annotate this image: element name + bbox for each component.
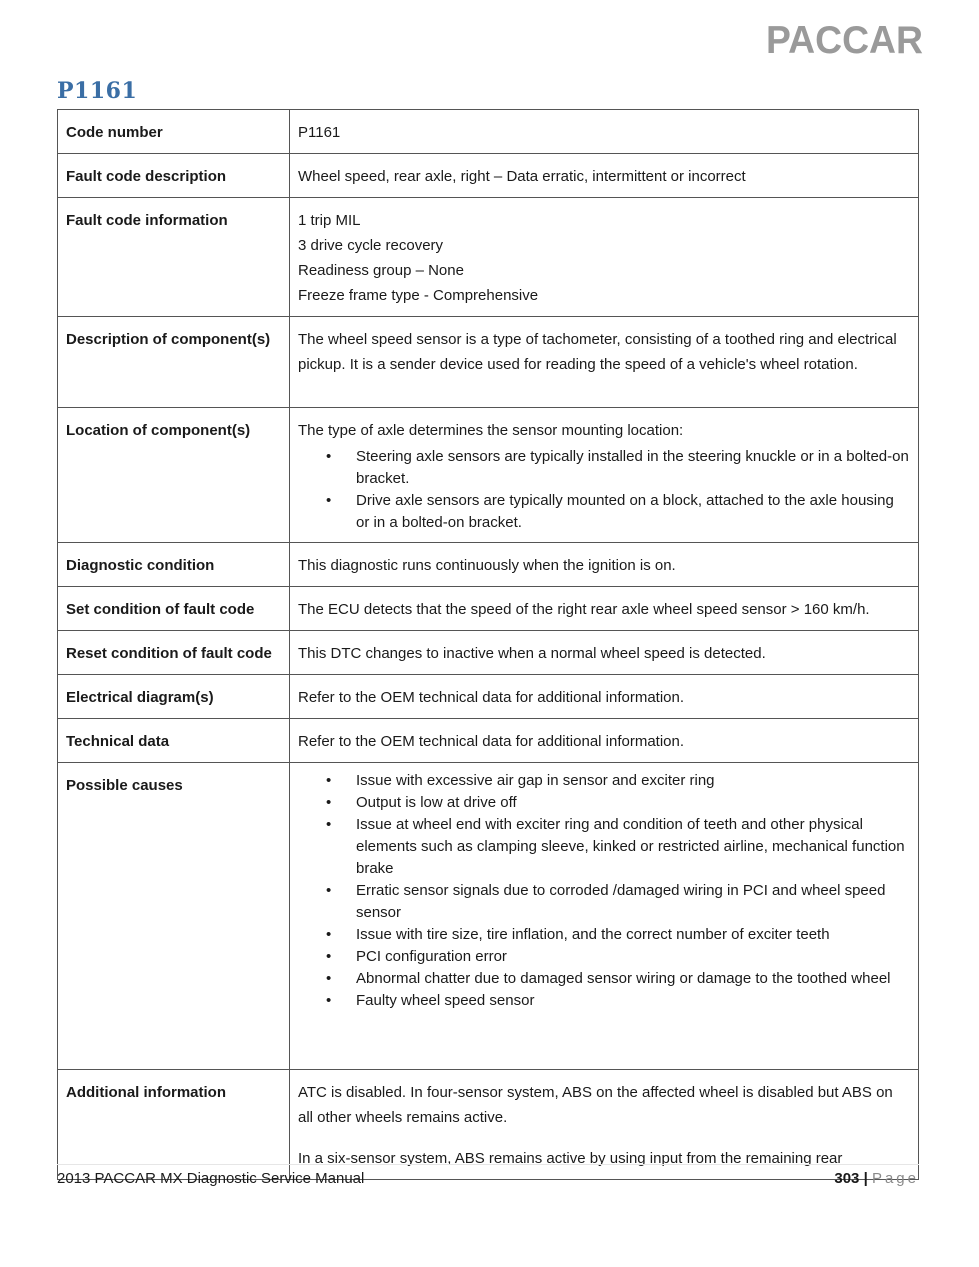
row-label: Fault code information (58, 198, 290, 317)
bullet-list (298, 446, 910, 534)
table-row (58, 763, 919, 1070)
table-row (58, 631, 919, 675)
row-value (290, 154, 919, 198)
value-line: This DTC changes to inactive when a normal wheel speed is detected. (298, 645, 766, 662)
row-label: Code number (58, 110, 290, 154)
value-line: 1 trip MIL (298, 212, 361, 229)
list-item: • Faulty wheel speed sensor (356, 990, 910, 1012)
value-line: 3 drive cycle recovery (298, 237, 444, 254)
page-separator: | (863, 1170, 868, 1187)
list-item: • Issue with tire size, tire inflation, and the correct number of exciter teeth (356, 924, 910, 946)
row-label: Reset condition of fault code (58, 631, 290, 675)
bullet-list (298, 770, 910, 1012)
table-row (58, 675, 919, 719)
value-line: Wheel speed, rear axle, right – Data erratic, intermittent or incorrect (298, 168, 746, 185)
page-word: Page (871, 1170, 919, 1187)
value-line: P1161 (298, 124, 341, 141)
list-item: • Output is low at drive off (356, 792, 910, 814)
table-row (58, 1070, 919, 1180)
row-label: Location of component(s) (58, 408, 290, 543)
list-item: • Erratic sensor signals due to corroded /damaged wiring in PCI and wheel speed sensor (356, 880, 910, 924)
list-item: • Steering axle sensors are typically installed in the steering knuckle or in a bolted-on bracket. (356, 446, 910, 490)
row-value (290, 1070, 919, 1180)
table-row (58, 198, 919, 317)
list-item: • Drive axle sensors are typically mounted on a block, attached to the axle housing or in a bolted-on bracket. (356, 490, 910, 534)
page-footer (57, 1164, 919, 1187)
table-row (58, 543, 919, 587)
value-line: In a six-sensor system, ABS remains active by using input from the remaining rear (298, 1150, 843, 1167)
row-value (290, 408, 919, 543)
value-line: Readiness group – None (298, 262, 464, 279)
value-line: The ECU detects that the speed of the right rear axle wheel speed sensor > 160 km/h. (298, 601, 870, 618)
row-value (290, 631, 919, 675)
row-value (290, 587, 919, 631)
row-value (290, 198, 919, 317)
row-value (290, 543, 919, 587)
list-item: • PCI configuration error (356, 946, 910, 968)
value-line: The wheel speed sensor is a type of tachometer, consisting of a toothed ring and electrical pickup. It is a sender device used for reading the speed of a vehicle's wheel rotation. (298, 331, 897, 373)
row-label: Additional information (58, 1070, 290, 1180)
row-label: Electrical diagram(s) (58, 675, 290, 719)
page-indicator (834, 1170, 919, 1187)
list-item: • Abnormal chatter due to damaged sensor wiring or damage to the toothed wheel (356, 968, 910, 990)
table-row (58, 719, 919, 763)
value-line: The type of axle determines the sensor mounting location: (298, 422, 684, 439)
list-item: • Issue with excessive air gap in sensor and exciter ring (356, 770, 910, 792)
paragraph-gap (298, 1130, 910, 1146)
row-label: Description of component(s) (58, 317, 290, 408)
value-line: Freeze frame type - Comprehensive (298, 287, 539, 304)
row-label: Fault code description (58, 154, 290, 198)
table-row (58, 317, 919, 408)
value-line: Refer to the OEM technical data for additional information. (298, 689, 685, 706)
page-title: P1161 (57, 78, 138, 104)
row-value (290, 675, 919, 719)
table-row (58, 587, 919, 631)
row-value (290, 317, 919, 408)
logo-text: PACCAR (766, 20, 923, 56)
value-line: Refer to the OEM technical data for additional information. (298, 733, 685, 750)
list-item: • Issue at wheel end with exciter ring and condition of teeth and other physical elements such as clamping sleeve, kinked or restricted airline, mechanical function brake (356, 814, 910, 880)
table-row (58, 408, 919, 543)
row-value (290, 763, 919, 1070)
value-line: ATC is disabled. In four-sensor system, ABS on the affected wheel is disabled but ABS on all other wheels remains active. (298, 1084, 893, 1126)
row-label: Set condition of fault code (58, 587, 290, 631)
row-label: Possible causes (58, 763, 290, 1070)
paccar-logo (766, 20, 924, 56)
row-value (290, 719, 919, 763)
row-label: Diagnostic condition (58, 543, 290, 587)
page-number: 303 (834, 1170, 860, 1187)
row-value (290, 110, 919, 154)
row-label: Technical data (58, 719, 290, 763)
manual-title: 2013 PACCAR MX Diagnostic Service Manual (57, 1170, 365, 1187)
fault-code-table (57, 109, 919, 1180)
table-row (58, 110, 919, 154)
table-row (58, 154, 919, 198)
value-line: This diagnostic runs continuously when the ignition is on. (298, 557, 676, 574)
